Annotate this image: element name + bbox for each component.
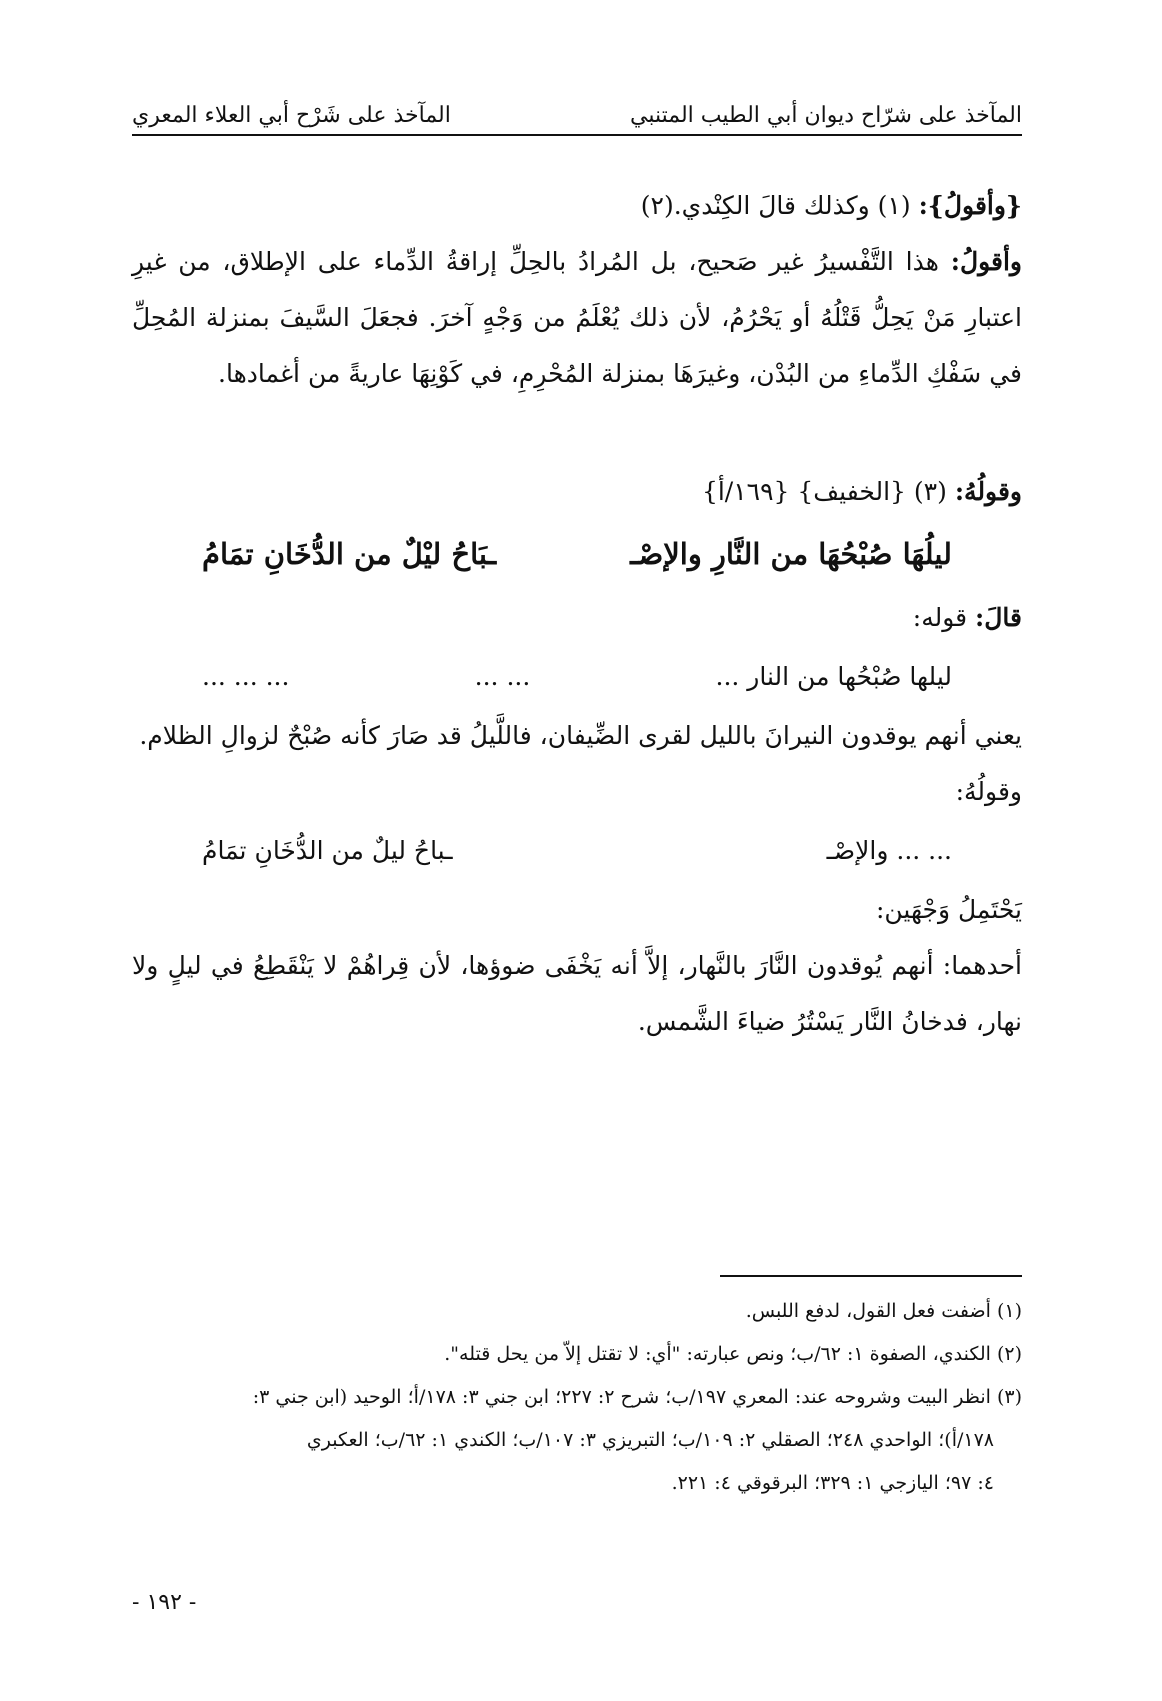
header-section-title: المآخذ على شَرْح أبي العلاء المعري bbox=[132, 103, 451, 128]
paragraph-6: وقولُهُ: bbox=[955, 777, 1022, 806]
verse-1-second-hemistich: ـبَاحُ ليْلٌ من الدُّخَانِ تمَامُ bbox=[202, 537, 497, 571]
verse-3-second-hemistich: ـباحُ ليلٌ من الدُّخَانِ تمَامُ bbox=[202, 836, 453, 865]
section-gap bbox=[132, 402, 1022, 464]
paragraph-1 bbox=[132, 178, 1022, 234]
footnote-1: (١) أضفت فعل القول، لدفع اللبس. bbox=[745, 1300, 1022, 1322]
verse-2-middle: ... ... bbox=[474, 662, 531, 691]
paragraph-1-lead: {وأقولُ}: bbox=[918, 191, 1022, 220]
main-text bbox=[132, 178, 1022, 1050]
verse-1-first-hemistich: ليلُهَا صُبْحُهَا من النَّارِ والإصْـ bbox=[630, 537, 952, 571]
running-header bbox=[132, 88, 1022, 136]
footnote-3-line-1: (٣) انظر البيت وشروحه عند: المعري ١٩٧/ب؛ شرح ٢: ٢٢٧؛ ابن جني ٣: ١٧٨/أ؛ الوحيد (ابن جني ٣: bbox=[252, 1386, 1022, 1408]
paragraph-3-lead: وقولُهُ: bbox=[954, 477, 1022, 506]
verse-3-first-hemistich: ... ... والإصْـ bbox=[826, 836, 952, 865]
footnote-3-line-2: ١٧٨/أ)؛ الواحدي ٢٤٨؛ الصقلي ٢: ١٠٩/ب؛ التبريزي ٣: ١٠٧/ب؛ الكندي ١: ٦٢/ب؛ العكبري bbox=[306, 1429, 994, 1451]
paragraph-4 bbox=[132, 590, 1022, 646]
verse-1 bbox=[132, 526, 1022, 582]
paragraph-2 bbox=[132, 234, 1022, 402]
header-book-title: المآخذ على شرّاح ديوان أبي الطيب المتنبي bbox=[630, 103, 1022, 128]
footnote-3-line-3: ٤: ٩٧؛ اليازجي ١: ٣٢٩؛ البرقوقي ٤: ٢٢١. bbox=[671, 1472, 994, 1494]
paragraph-4-lead: قالَ: bbox=[975, 603, 1022, 632]
verse-2 bbox=[132, 646, 1022, 708]
paragraph-1-text: (١) وكذلك قالَ الكِنْدي.(٢) bbox=[640, 191, 911, 220]
footnotes bbox=[132, 1290, 1022, 1505]
paragraph-2-text: هذا التَّفْسيرُ غير صَحيح، بل المُرادُ بالحِلِّ إراقةُ الدِّماء على الإطلاق، من غيرِ اعتبارِ مَنْ يَحِلُّ قَتْلُهُ أو يَحْرُمُ، لأن ذلك يُعْلَمُ من وَجْهٍ آخرَ. فجعَلَ السَّيفَ بمنزلة المُحِلِّ في سَفْكِ الدِّماءِ من البُدْن، وغيرَهَا بمنزلة المُحْرِمِ، في كَوْنِهَا عاريةً من أغمادها. bbox=[132, 247, 1022, 388]
paragraph-4-text: قوله: bbox=[912, 603, 968, 632]
footnote-divider bbox=[720, 1275, 1022, 1277]
page-number: - ١٩٢ - bbox=[132, 1590, 197, 1615]
paragraph-3-text: (٣) {الخفيف} {١٦٩/أ} bbox=[701, 477, 947, 506]
paragraph-8: أحدهما: أنهم يُوقدون النَّارَ بالنَّهار، إلاَّ أنه يَخْفَى ضوؤها، لأن قِراهُمْ لا يَنْقَطِعُ في ليلٍ ولا نهار، فدخانُ النَّار يَسْتُرُ ضياءَ الشَّمس. bbox=[132, 951, 1022, 1036]
paragraph-2-lead: وأقولُ: bbox=[950, 247, 1022, 276]
paragraph-3 bbox=[132, 464, 1022, 520]
verse-3 bbox=[132, 820, 1022, 882]
paragraph-7: يَحْتَمِلُ وَجْهَين: bbox=[875, 895, 1022, 924]
verse-2-second-hemistich: ... ... ... bbox=[202, 662, 290, 691]
verse-2-first-hemistich: ليلها صُبْحُها من النار ... bbox=[715, 662, 952, 691]
footnote-2: (٢) الكندي، الصفوة ١: ٦٢/ب؛ ونص عبارته: "أي: لا تقتل إلاّ من يحل قتله". bbox=[444, 1343, 1022, 1365]
paragraph-5: يعني أنهم يوقدون النيرانَ بالليل لقرى الضِّيفان، فاللَّيلُ قد صَارَ كأنه صُبْحٌ لزوالِ الظلام. bbox=[139, 721, 1022, 750]
